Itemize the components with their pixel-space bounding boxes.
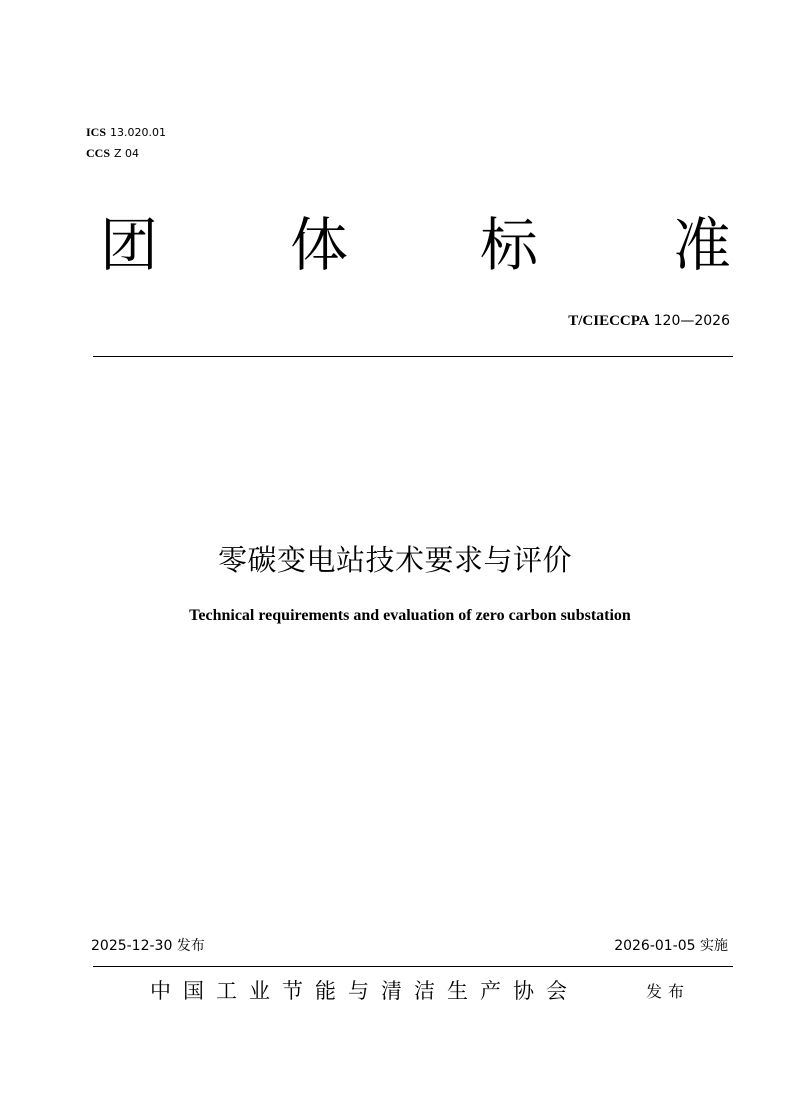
ccs-code: Z 04 xyxy=(114,147,140,160)
title-chinese: 零碳变电站技术要求与评价 xyxy=(217,543,572,577)
title-english: Technical requirements and evaluation of zero carbon substation xyxy=(189,607,631,624)
heading-char-4: 准 xyxy=(673,211,732,279)
publisher-name: 中国工业节能与清洁生产协会 xyxy=(150,979,579,1003)
ics-code: 13.020.01 xyxy=(110,126,166,139)
standard-number xyxy=(568,310,730,331)
heading-char-2: 体 xyxy=(290,211,349,279)
heading-char-1: 团 xyxy=(100,211,159,279)
bottom-divider xyxy=(93,966,733,967)
implement-date: 2026-01-05 实施 xyxy=(614,938,728,954)
publish-date: 2025-12-30 发布 xyxy=(91,938,205,954)
standard-prefix: T/CIECCPA xyxy=(568,313,650,329)
heading-char-3: 标 xyxy=(480,211,539,279)
publisher-action: 发布 xyxy=(646,982,691,1001)
ics-label: ICS xyxy=(86,125,107,139)
top-divider xyxy=(93,356,733,357)
ics-line xyxy=(86,124,166,141)
ccs-label: CCS xyxy=(86,146,111,160)
standard-code: 120—2026 xyxy=(653,313,730,329)
ccs-line xyxy=(86,145,139,162)
